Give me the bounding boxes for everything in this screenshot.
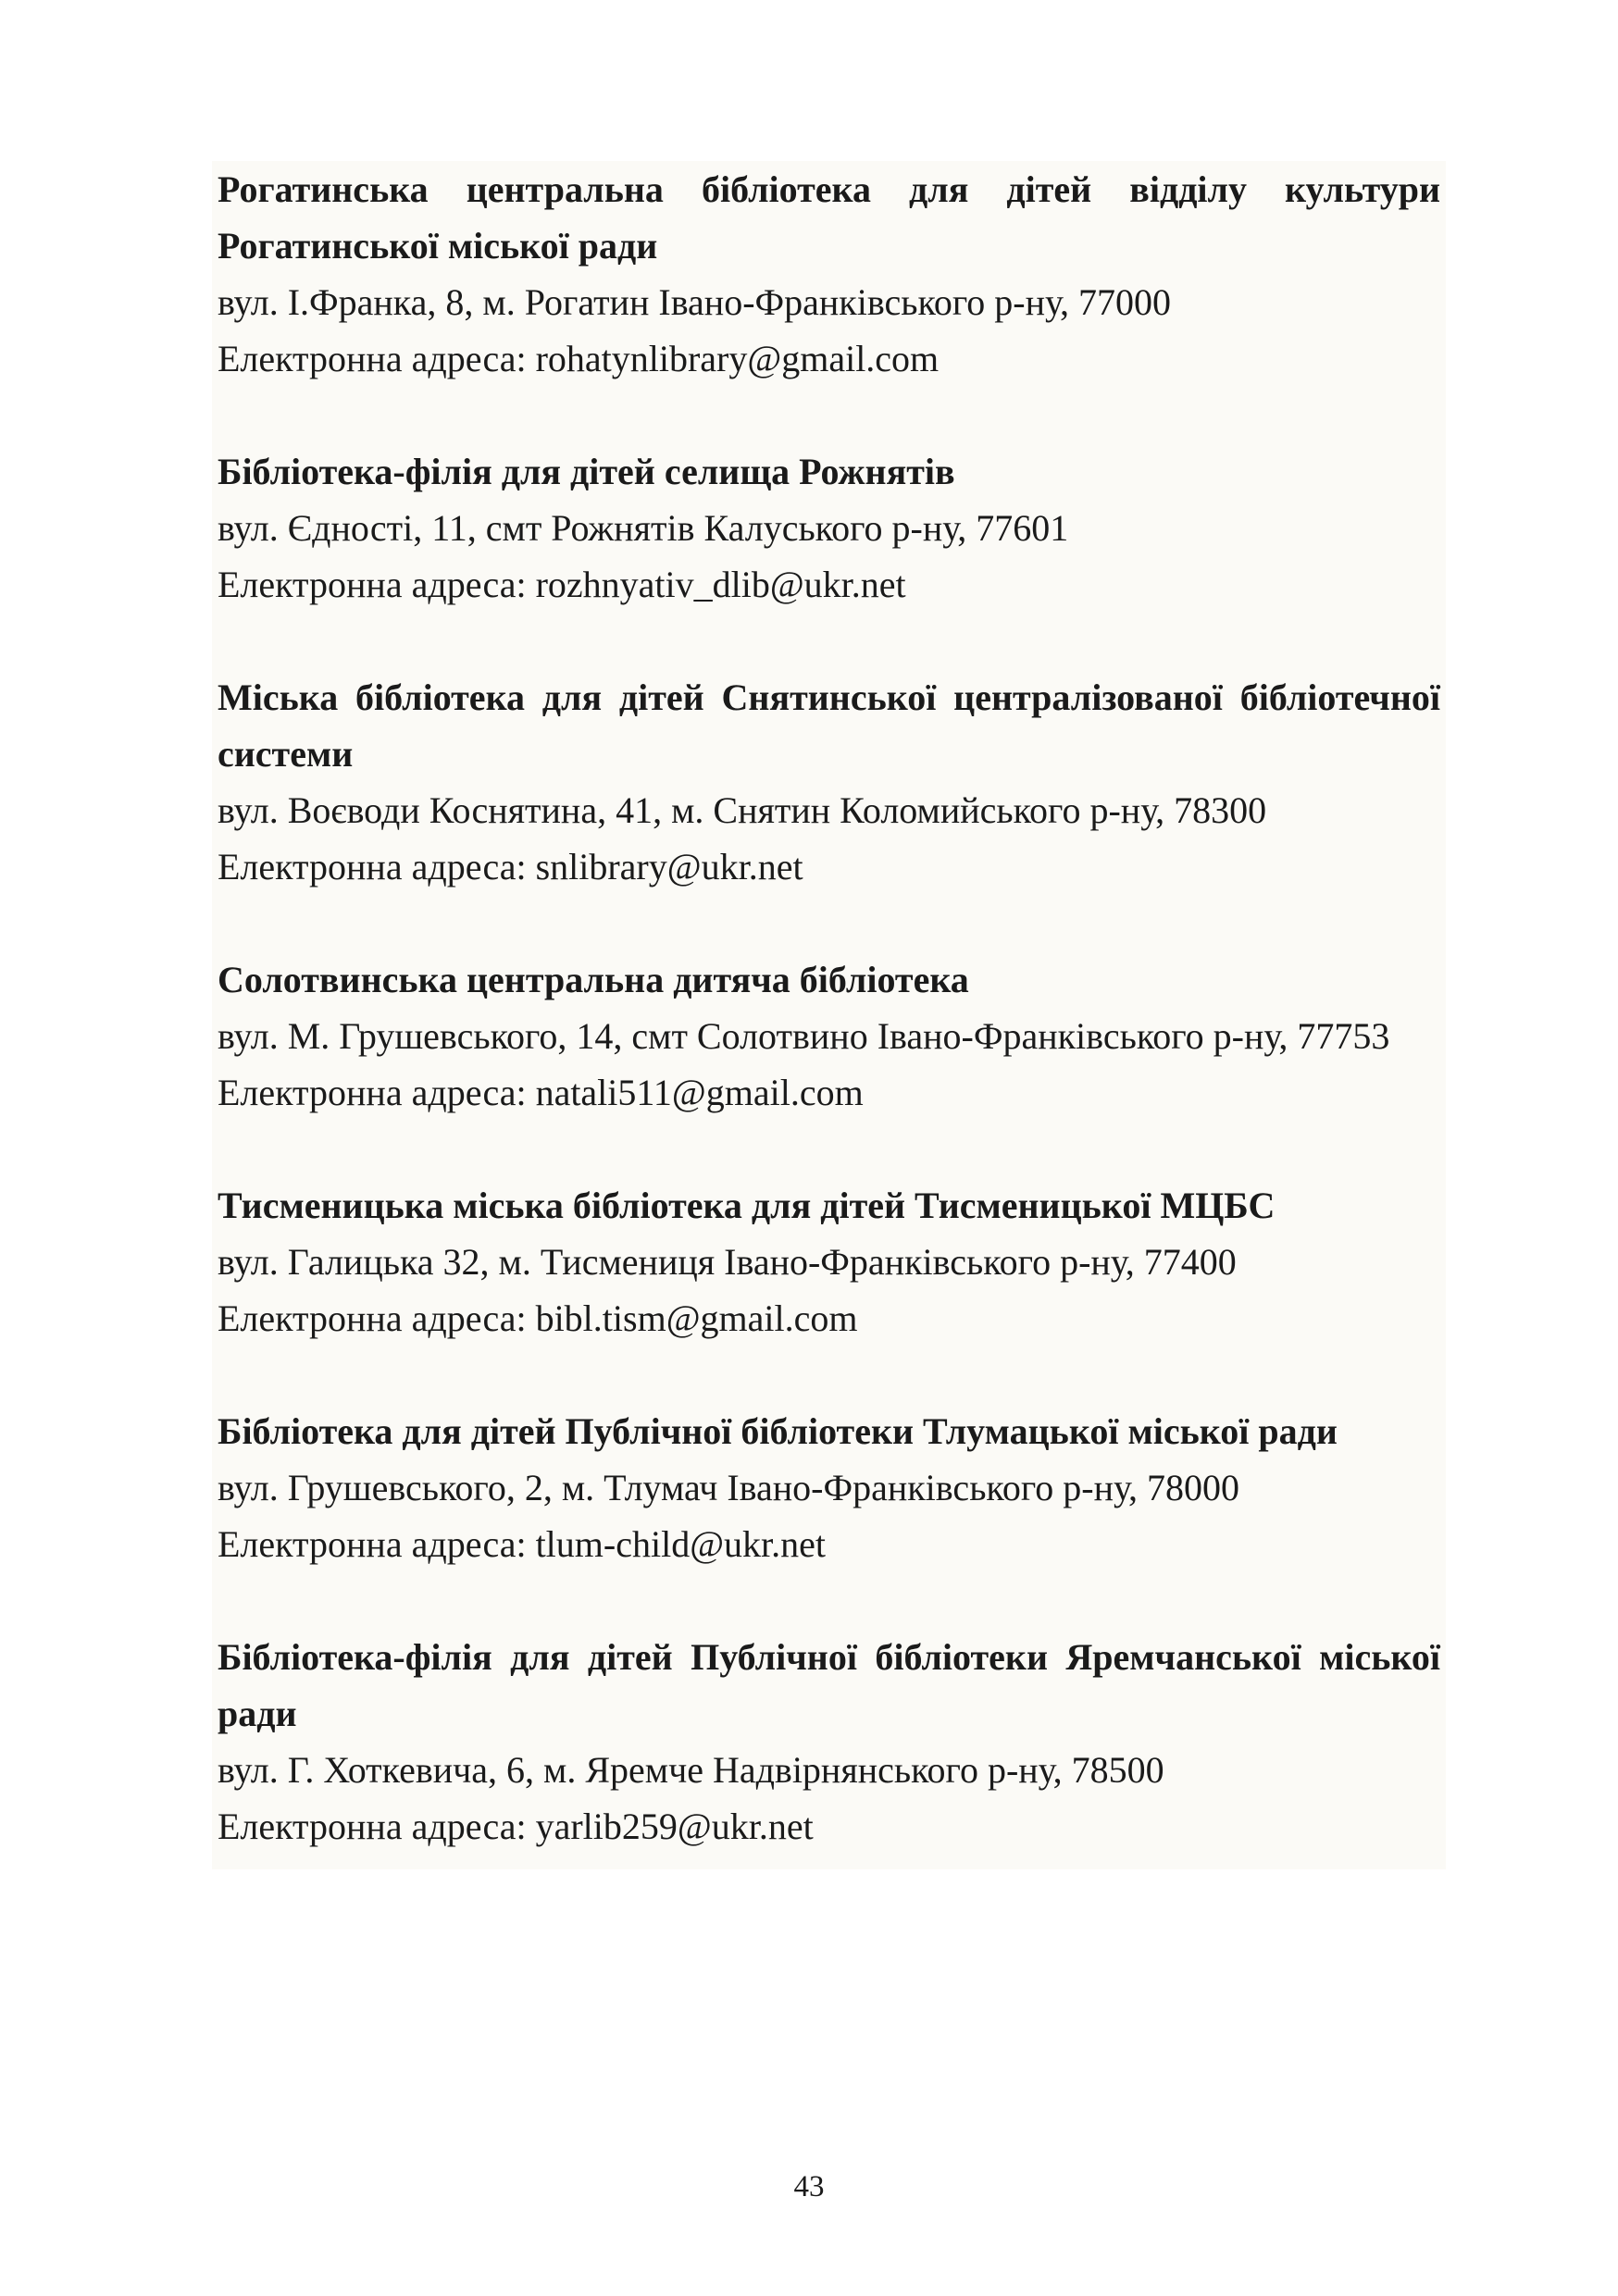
email-label: Електронна адреса: (218, 564, 527, 605)
library-title: Солотвинська центральна дитяча бібліотека (218, 959, 969, 1000)
library-title: Рогатинська центральна бібліотека для дітей відділу культури Рогатинської міської ради (218, 168, 1440, 267)
email-label: Електронна адреса: (218, 1297, 527, 1339)
page-number: 43 (793, 2170, 825, 2203)
library-address: вул. Г. Хоткевича, 6, м. Яремче Надвірнянського р-ну, 78500 (218, 1749, 1164, 1791)
library-entry (218, 1403, 1440, 1572)
library-address: вул. Грушевського, 2, м. Тлумач Івано-Франківського р-ну, 78000 (218, 1467, 1239, 1508)
email-label: Електронна адреса: (218, 846, 527, 887)
email-address: rohatynlibrary@gmail.com (535, 338, 940, 379)
library-email-line (218, 1798, 1440, 1855)
library-entry (218, 951, 1440, 1121)
email-label: Електронна адреса: (218, 1523, 527, 1565)
library-entry (218, 443, 1440, 613)
library-entry (218, 1177, 1440, 1347)
library-title: Тисменицька міська бібліотека для дітей Тисменицької МЦБС (218, 1185, 1276, 1226)
library-address: вул. Єдності, 11, смт Рожнятів Калуського р-ну, 77601 (218, 507, 1069, 549)
email-address: bibl.tism@gmail.com (535, 1297, 858, 1339)
email-label: Електронна адреса: (218, 1806, 527, 1847)
email-address: tlum-child@ukr.net (535, 1523, 827, 1565)
library-email-line (218, 1516, 1440, 1572)
library-entry (218, 161, 1440, 387)
library-address: вул. Галицька 32, м. Тисмениця Івано-Франківського р-ну, 77400 (218, 1241, 1237, 1283)
library-email-line (218, 1064, 1440, 1121)
email-address: rozhnyativ_dlib@ukr.net (535, 564, 906, 605)
library-address: вул. Воєводи Коснятина, 41, м. Снятин Коломийського р-ну, 78300 (218, 789, 1267, 831)
email-label: Електронна адреса: (218, 338, 527, 379)
library-list (212, 161, 1446, 1869)
email-address: snlibrary@ukr.net (535, 846, 803, 887)
library-address: вул. І.Франка, 8, м. Рогатин Івано-Франківського р-ну, 77000 (218, 281, 1172, 323)
library-email-line (218, 556, 1440, 613)
library-email-line (218, 1290, 1440, 1347)
email-label: Електронна адреса: (218, 1072, 527, 1113)
library-title: Бібліотека для дітей Публічної бібліотеки Тлумацької міської ради (218, 1410, 1338, 1452)
library-email-line (218, 330, 1440, 387)
email-address: yarlib259@ukr.net (535, 1806, 814, 1847)
library-entry (218, 669, 1440, 895)
library-email-line (218, 838, 1440, 895)
library-entry (218, 1629, 1440, 1855)
library-title: Бібліотека-філія для дітей селища Рожнятів (218, 451, 955, 492)
library-title: Бібліотека-філія для дітей Публічної бібліотеки Яремчанської міської ради (218, 1636, 1440, 1734)
library-address: вул. М. Грушевського, 14, смт Солотвино Івано-Франківського р-ну, 77753 (218, 1015, 1390, 1057)
library-title: Міська бібліотека для дітей Снятинської централізованої бібліотечної системи (218, 676, 1440, 775)
email-address: natali511@gmail.com (535, 1072, 864, 1113)
